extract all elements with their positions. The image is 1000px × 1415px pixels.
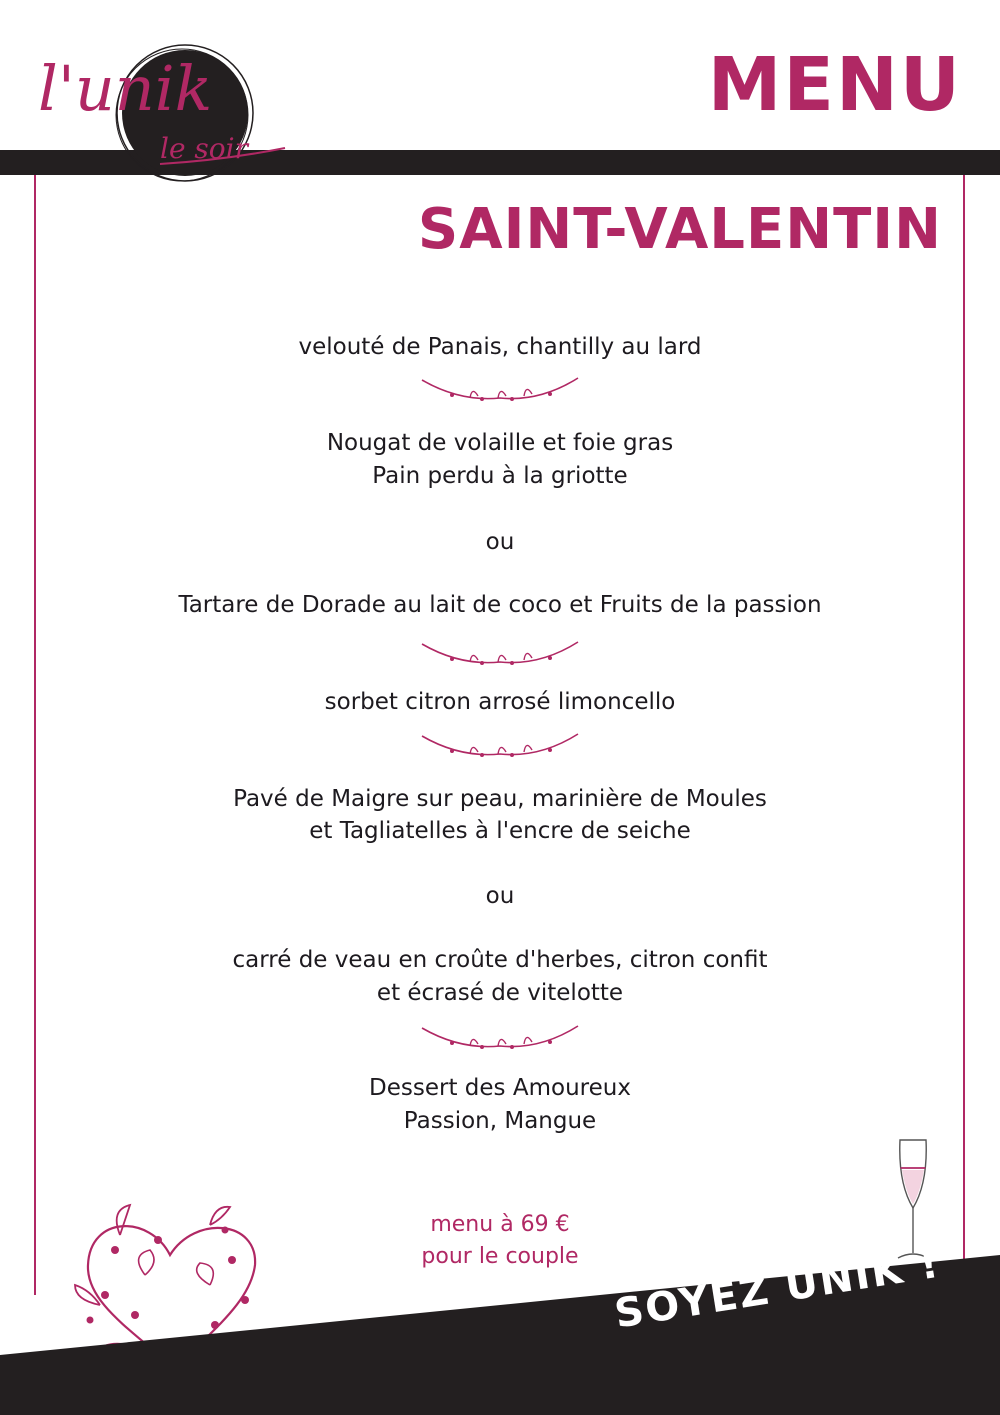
course-line: velouté de Panais, chantilly au lard bbox=[298, 334, 702, 360]
course-line: Pavé de Maigre sur peau, marinière de Moules bbox=[233, 786, 767, 812]
price-line: menu à 69 € bbox=[430, 1212, 570, 1237]
course-line: Tartare de Dorade au lait de coco et Fruits de la passion bbox=[178, 592, 822, 618]
swirl-divider-icon bbox=[420, 1020, 580, 1056]
course-line: Dessert des Amoureux bbox=[369, 1075, 631, 1101]
course-line: carré de veau en croûte d'herbes, citron confit bbox=[232, 947, 768, 973]
course-line: Pain perdu à la griotte bbox=[372, 463, 628, 489]
swirl-divider-icon bbox=[420, 728, 580, 764]
slogan: SOYEZ UNIK ! bbox=[611, 1240, 944, 1338]
swirl-divider-icon bbox=[420, 372, 580, 408]
brand-name: l'unik bbox=[38, 52, 213, 125]
menu-title: MENU bbox=[707, 42, 962, 128]
menu-subtitle: SAINT-VALENTIN bbox=[417, 197, 942, 262]
course-line: sorbet citron arrosé limoncello bbox=[324, 689, 676, 715]
course-or: ou bbox=[485, 883, 515, 909]
course-line: et Tagliatelles à l'encre de seiche bbox=[309, 818, 691, 844]
course-line: Nougat de volaille et foie gras bbox=[326, 430, 674, 456]
swirl-divider-icon bbox=[420, 636, 580, 672]
brand-tagline: le soir bbox=[160, 132, 248, 165]
course-or: ou bbox=[485, 529, 515, 555]
course-line: et écrasé de vitelotte bbox=[376, 980, 624, 1006]
price-note: pour le couple bbox=[421, 1244, 579, 1269]
course-line: Passion, Mangue bbox=[403, 1108, 597, 1134]
